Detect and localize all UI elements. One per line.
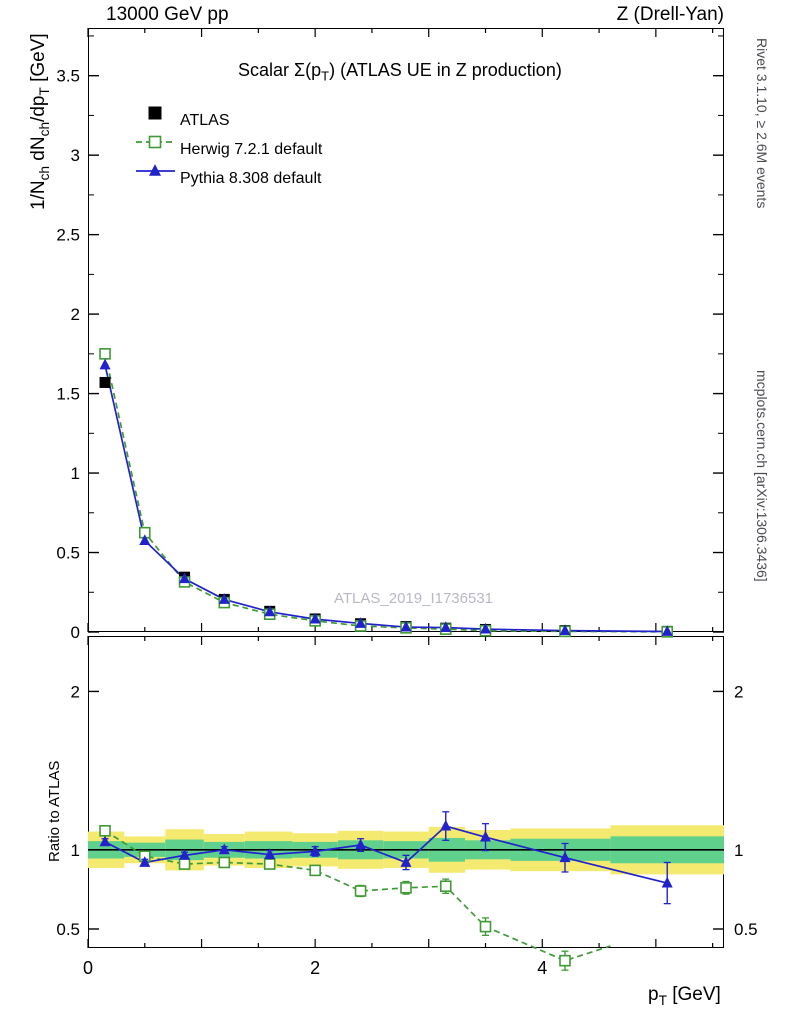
- ratio-y-label: Ratio to ATLAS: [46, 760, 63, 862]
- y-tick-label: 0.5: [56, 543, 80, 563]
- ratio-marker-herwig: [401, 883, 411, 893]
- ratio-y-tick-label: 0.5: [56, 919, 80, 939]
- x-tick-label: 2: [310, 958, 321, 978]
- ratio-y-tick-label-right: 2: [734, 682, 744, 702]
- ratio-marker-herwig: [100, 826, 110, 836]
- y-tick-label: 3.5: [56, 66, 80, 86]
- y-tick-label: 1.5: [56, 384, 80, 404]
- main-line-pythia: [105, 365, 667, 632]
- ratio-marker-herwig: [356, 886, 366, 896]
- arxiv-note: mcplots.cern.ch [arXiv:1306.3436]: [754, 370, 770, 582]
- ratio-y-tick-label-right: 0.5: [734, 919, 758, 939]
- legend-marker-pythia: [149, 164, 161, 176]
- plot-title: Scalar $\Sigma(p_T)$ (ATLAS UE in Z production): [238, 60, 562, 84]
- y-tick-label: 2.5: [56, 225, 80, 245]
- ratio-y-tick-label: 2: [70, 682, 80, 702]
- main-marker-pythia: [100, 359, 111, 370]
- header-left: 13000 GeV pp: [106, 4, 229, 25]
- ratio-marker-herwig: [180, 859, 190, 869]
- x-tick-label: 4: [537, 958, 548, 978]
- ratio-marker-herwig: [481, 922, 491, 932]
- dataset-watermark: ATLAS_2019_I1736531: [334, 590, 494, 607]
- ratio-y-tick-label: 1: [70, 840, 80, 860]
- legend-marker-herwig: [150, 137, 161, 148]
- ratio-marker-herwig: [560, 956, 570, 966]
- x-tick-label: 0: [82, 958, 94, 978]
- main-marker-atlas: [100, 377, 111, 388]
- y-tick-label: 1: [70, 464, 80, 484]
- y-tick-label: 2: [70, 305, 80, 325]
- x-axis-label: $p_T$ [GeV]: [648, 984, 721, 1008]
- legend-label-atlas: ATLAS: [180, 112, 230, 129]
- y-tick-label: 0: [70, 623, 80, 642]
- header-right: Z (Drell-Yan): [616, 4, 724, 25]
- main-line-herwig: [105, 354, 667, 632]
- ratio-marker-herwig: [310, 865, 320, 875]
- ratio-marker-pythia: [440, 820, 451, 831]
- plot-title-text: Scalar Σ(p: [238, 60, 322, 80]
- legend-label-pythia: Pythia 8.308 default: [180, 170, 322, 187]
- legend-marker-atlas: [149, 107, 162, 120]
- rivet-note: Rivet 3.1.10, ≥ 2.6M events: [754, 38, 770, 209]
- ratio-marker-herwig: [265, 859, 275, 869]
- ratio-y-tick-label-right: 1: [734, 840, 744, 860]
- legend-label-herwig: Herwig 7.2.1 default: [180, 141, 323, 158]
- ratio-marker-herwig: [219, 857, 229, 867]
- main-marker-herwig: [100, 349, 110, 359]
- y-axis-label: $1/N_{ch}$ $dN_{ch}/dp_T$ [GeV]: [28, 33, 52, 210]
- ratio-marker-herwig: [441, 881, 451, 891]
- y-tick-label: 3: [70, 146, 80, 166]
